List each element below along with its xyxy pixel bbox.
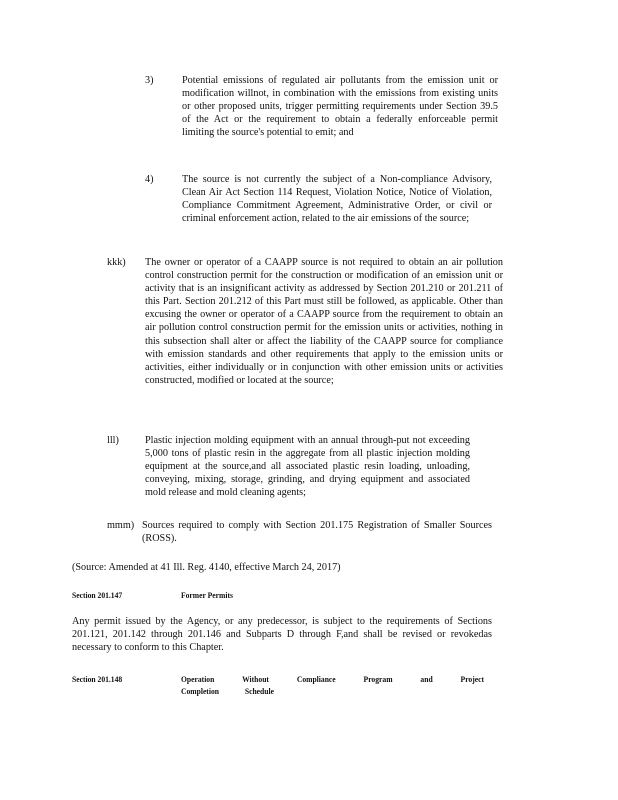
item-label-lll: lll)	[107, 435, 119, 446]
section-148-title-line2: Completion Schedule	[181, 686, 274, 697]
item-text-mmm: Sources required to comply with Section 201.175 Registration of Smaller Sources (ROSS).	[142, 520, 492, 545]
section-147-body: Any permit issued by the Agency, or any predecessor, is subject to the requirements of Sections 201.121, 201.142 through 201.146 and Subparts D through F,and shall be revised or revokedas necessary to conform to this Chapter.	[72, 616, 492, 654]
item-label-mmm: mmm)	[107, 520, 135, 531]
item-text-lll: Plastic injection molding equipment with an annual through-put not exceeding 5,000 tons of plastic resin in the aggregate from all plastic injection molding equipment at the source,and all associated plastic resin loading, unloading, conveying, mixing, storage, grinding, and drying equipment and associated mold release and mold cleaning agents;	[145, 435, 470, 499]
item-label-3: 3)	[145, 75, 154, 86]
item-label-kkk: kkk)	[107, 257, 126, 268]
item-label-4: 4)	[145, 174, 154, 185]
item-text-4: The source is not currently the subject of a Non-compliance Advisory, Clean Air Act Section 114 Request, Violation Notice, Notice of Violation, Compliance Commitment Agreement, Administrative Order, or civil or criminal enforcement action, related to the air emissions of the source;	[182, 174, 492, 225]
section-147-number: Section 201.147	[72, 590, 123, 601]
section-147-title: Former Permits	[181, 590, 233, 601]
source-note: (Source: Amended at 41 Ill. Reg. 4140, effective March 24, 2017)	[72, 562, 341, 573]
section-148-number: Section 201.148	[72, 674, 123, 685]
item-text-3: Potential emissions of regulated air pollutants from the emission unit or modification willnot, in combination with the emissions from existing units or other proposed units, trigger permitting requirements under Section 39.5 of the Act or the requirement to obtain a federally enforceable permit limiting the source's potential to emit; and	[182, 75, 498, 139]
section-148-title-line1: Operation Without Compliance Program and Project	[181, 674, 485, 685]
item-text-kkk: The owner or operator of a CAAPP source is not required to obtain an air pollution control construction permit for the construction or modification of an emission unit or activity that is an insignificant activity as addressed by Section 201.210 or 201.211 of this Part. Section 201.212 of this Part must still be followed, as applicable. Other than excusing the owner or operator of a CAAPP source from the requirement to obtain an air pollution control construction permit for the emission units or activities, nothing in this subsection shall alter or affect the liability of the CAAPP source for compliance with emission standards and other requirements that apply to the emission units or activities, either individually or in conjunction with other emission units or activities constructed, modified or located at the source;	[145, 257, 503, 386]
